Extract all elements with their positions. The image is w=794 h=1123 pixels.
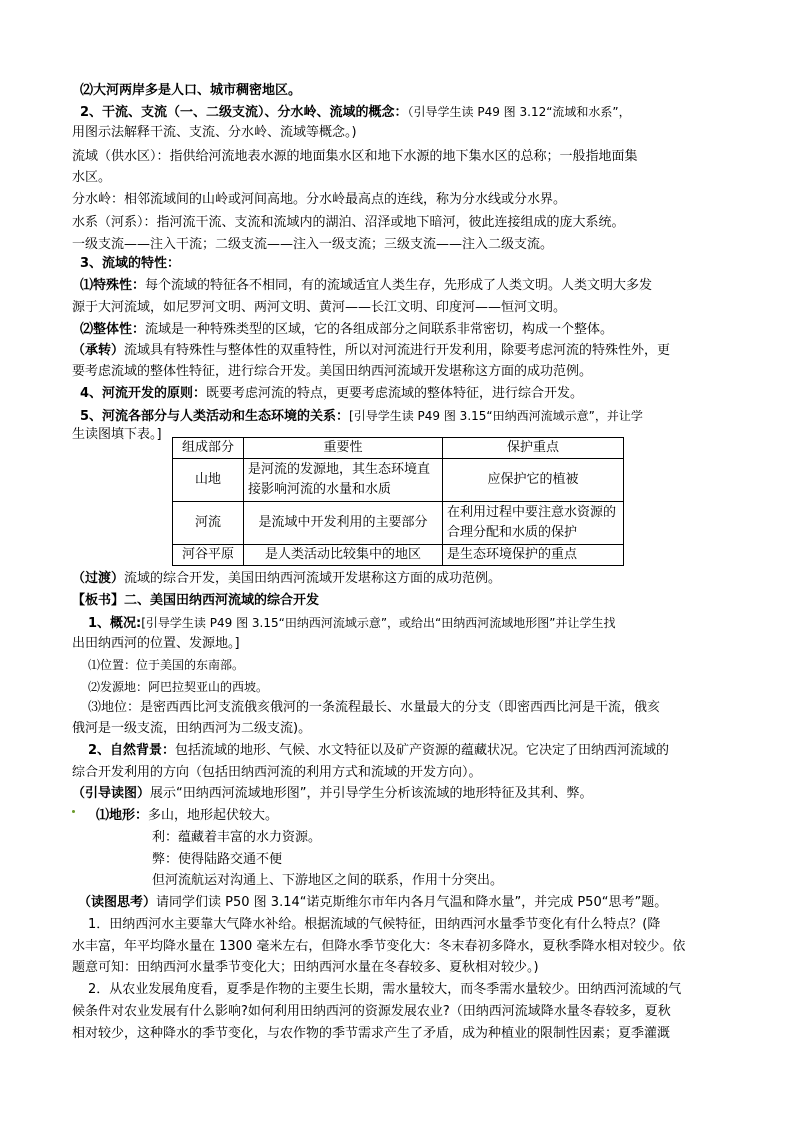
text-line: （读图思考）请同学们读 P50 图 3.14“诺克斯维尔市年内各月气温和降水量”，并完成 P50“思考”题。 (78, 895, 668, 910)
text-line: ⑶地位：是密西西比河支流俄亥俄河的一条流程最长、水量最大的分支（即密西西比河是干流，俄亥 (88, 700, 661, 715)
table-cell: 是河流的发源地，其生态环境直接影响河流的水量和水质 (244, 459, 443, 502)
table-row (173, 545, 624, 566)
text-line: 水丰富，年平均降水量在 1300 毫米左右，但降水季节变化大：冬末春初多降水，夏秋季降水相对较少。依 (72, 939, 686, 954)
table-cell: 山地 (173, 459, 244, 502)
table-cell: 是人类活动比较集中的地区 (244, 545, 443, 566)
text-line: 1、概况:[引导学生读 P49 图 3.15“田纳西河流域示意”，或给出“田纳西河流域地形图”并让学生找 (88, 616, 616, 631)
text-line: 利：蕴藏着丰富的水力资源。 (152, 830, 322, 845)
text-line: 流域（供水区）：指供给河流地表水源的地面集水区和地下水源的地下集水区的总称；一般指地面集 (72, 149, 638, 164)
text-line: （过渡）流域的综合开发，美国田纳西河流域开发堪称这方面的成功范例。 (72, 571, 502, 586)
text-line: ⑴特殊性：每个流域的特征各不相同，有的流域适宜人类生存，先形成了人类文明。人类文明大多发 (80, 278, 653, 293)
text-line: 水系（河系）：指河流干流、支流和流域内的湖泊、沼泽或地下暗河，彼此连接组成的庞大系统。 (72, 215, 625, 230)
table-cell: 是流域中开发利用的主要部分 (244, 502, 443, 545)
text-line: 弊：使得陆路交通不便 (152, 852, 283, 867)
text-line: 一级支流——注入干流；二级支流——注入一级支流；三级支流——注入二级支流。 (72, 237, 554, 252)
text-line: 1．田纳西河水主要靠大气降水补给。根据流域的气候特征，田纳西河水量季节变化有什么特点？(降 (88, 917, 661, 932)
text-line: ⑵整体性：流域是一种特殊类型的区域，它的各组成部分之间联系非常密切，构成一个整体。 (80, 322, 614, 337)
text-line: 2、干流、支流（一、二级支流）、分水岭、流域的概念：（引导学生读 P49 图 3.12“流域和水系”， (80, 105, 631, 120)
table-row (173, 459, 624, 502)
table-cell: 是生态环境保护的重点 (443, 545, 624, 566)
table-row (173, 502, 624, 545)
table-cell: 河流 (173, 502, 244, 545)
text-line: ⑴地形：多山，地形起伏较大。 (96, 808, 279, 823)
text-line: 综合开发利用的方向（包括田纳西河流的利用方式和流域的开发方向）。 (72, 765, 482, 780)
text-line: 源于大河流域，如尼罗河文明、两河文明、黄河——长江文明、印度河——恒河文明。 (72, 300, 567, 315)
text-line: 水区。 (72, 170, 112, 185)
text-line: 相对较少，这种降水的季节变化，与农作物的季节需求产生了矛盾，成为种植业的限制性因素；夏季灌溉 (72, 1026, 671, 1041)
table-header-cell: 保护重点 (443, 438, 624, 459)
table-header-cell: 组成部分 (173, 438, 244, 459)
text-line: ⑵发源地：阿巴拉契亚山的西坡。 (88, 680, 269, 694)
text-line: 用图示法解释干流、支流、分水岭、流域等概念。) (72, 125, 357, 140)
section-heading: 【板书】二、美国田纳西河流域的综合开发 (72, 593, 320, 608)
bullet-mark (72, 810, 75, 813)
text-line: 但河流航运对沟通上、下游地区之间的联系，作用十分突出。 (152, 873, 504, 888)
table-cell: 在利用过程中要注意水资源的合理分配和水质的保护 (443, 502, 624, 545)
text-line: 分水岭：相邻流域间的山岭或河间高地。分水岭最高点的连线，称为分水线或分水界。 (72, 192, 567, 207)
text-line: 俄河是一级支流，田纳西河为二级支流)。 (72, 721, 312, 736)
text-line: （承转）流域具有特殊性与整体性的双重特性，所以对河流进行开发利用，除要考虑河流的特殊性外，更 (72, 343, 671, 358)
text-line: （引导读图）展示“田纳西河流域地形图”，并引导学生分析该流域的地形特征及其利、弊。 (72, 786, 593, 801)
text-line: 4、河流开发的原则：既要考虑河流的特点，更要考虑流域的整体特征，进行综合开发。 (80, 386, 584, 401)
table-header-row (173, 438, 624, 459)
text-line: ⑴位置：位于美国的东南部。 (88, 658, 245, 672)
text-line: 3、流域的特性： (80, 256, 181, 271)
table-cell: 河谷平原 (173, 545, 244, 566)
text-line: 生读图填下表。] (72, 427, 162, 442)
text-line: ⑵大河两岸多是人口、城市稠密地区。 (80, 83, 302, 98)
text-line: 要考虑流域的整体性特征，进行综合开发。美国田纳西河流域开发堪称这方面的成功范例。 (72, 364, 593, 379)
text-line: 5、河流各部分与人类活动和生态环境的关系：[引导学生读 P49 图 3.15“田纳西河流域示意”，并让学 (80, 409, 643, 424)
text-line: 出田纳西河的位置、发源地。] (72, 636, 240, 651)
river-parts-table (172, 437, 624, 566)
table-cell: 应保护它的植被 (443, 459, 624, 502)
text-line: 2．从农业发展角度看，夏季是作物的主要生长期，需水量较大，而冬季需水量较少。田纳西河流域的气 (88, 982, 682, 997)
table-header-cell: 重要性 (244, 438, 443, 459)
text-line: 2、自然背景：包括流域的地形、气候、水文特征以及矿产资源的蕴藏状况。它决定了田纳西河流域的 (88, 743, 670, 758)
text-line: 候条件对农业发展有什么影响?如何利用田纳西河的资源发展农业?（田纳西河流域降水量冬春较多，夏秋 (72, 1004, 671, 1019)
text-line: 题意可知：田纳西河水量季节变化大；田纳西河水量在冬春较多、夏秋相对较少。) (72, 960, 539, 975)
